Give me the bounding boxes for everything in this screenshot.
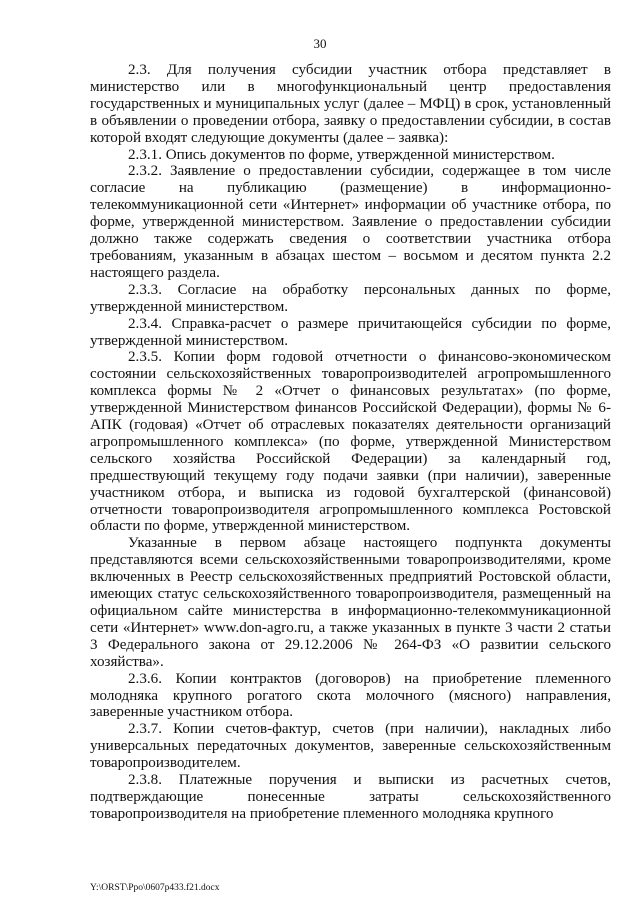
paragraph-2-3: 2.3. Для получения субсидии участник отбора представляет в министерство или в многофункциональный центр предоставления государственных и муниципальных услуг (далее – МФЦ) в срок, установленный в объявлении о проведении отбора, заявку о предоставлении субсидии, в состав которой входят следующие документы (далее – заявка): bbox=[90, 62, 611, 146]
page-number: 30 bbox=[313, 36, 327, 51]
paragraph-2-3-1: 2.3.1. Опись документов по форме, утвержденной министерством. bbox=[128, 146, 555, 163]
paragraph-2-3-5-note: Указанные в первом абзаце настоящего подпункта документы представляются всеми сельскохозяйственными товаропроизводителями, кроме включенных в Реестр сельскохозяйственных предприятий Ростовской области, имеющих статус сельскохозяйственного товаропроизводителя, размещенный на официальном сайте министерства в информационно-телекоммуникационной сети «Интернет» www.don-agro.ru, а также указанных в пункте 3 части 2 статьи 3 Федерального закона от 29.12.2006 № 264-ФЗ «О развитии сельского хозяйства». bbox=[90, 535, 611, 670]
paragraph-2-3-6: 2.3.6. Копии контрактов (договоров) на приобретение племенного молодняка крупного рогатого скота молочного (мясного) направления, заверенные участником отбора. bbox=[90, 670, 611, 721]
paragraph-2-3-5: 2.3.5. Копии форм годовой отчетности о финансово-экономическом состоянии сельскохозяйственных товаропроизводителей агропромышленного комплекса формы № 2 «Отчет о финансовых результатах» (по форме, утвержденной Министерством финансов Российской Федерации), формы № 6-АПК (годовая) «Отчет об отраслевых показателях деятельности организаций агропромышленного комплекса» (по форме, утвержденной Министерством сельского хозяйства Российской Федерации) за календарный год, предшествующий текущему году подачи заявки (при наличии), заверенные участником отбора, и выписка из годовой бухгалтерской (финансовой) отчетности товаропроизводителя агропромышленного комплекса Ростовской области по форме, утвержденной министерством. bbox=[90, 349, 611, 535]
paragraph-2-3-7: 2.3.7. Копии счетов-фактур, счетов (при наличии), накладных либо универсальных передаточных документов, заверенные сельскохозяйственным товаропроизводителем. bbox=[90, 721, 611, 772]
document-body bbox=[90, 62, 611, 823]
paragraph-2-3-2: 2.3.2. Заявление о предоставлении субсидии, содержащее в том числе согласие на публикацию (размещение) в информационно-телекоммуникационной сети «Интернет» информации об участнике отбора, по форме, утвержденной министерством. Заявление о предоставлении субсидии должно также содержать сведения о соответствии участника отбора требованиям, указанным в абзацах шестом – восьмом и десятом пункта 2.2 настоящего раздела. bbox=[90, 163, 611, 281]
paragraph-2-3-8: 2.3.8. Платежные поручения и выписки из расчетных счетов, подтверждающие понесенные затраты сельскохозяйственного товаропроизводителя на приобретение племенного молодняка крупного bbox=[90, 772, 611, 822]
paragraph-2-3-4: 2.3.4. Справка-расчет о размере причитающейся субсидии по форме, утвержденной министерством. bbox=[90, 315, 611, 349]
paragraph-2-3-3: 2.3.3. Согласие на обработку персональных данных по форме, утвержденной министерством. bbox=[90, 281, 611, 315]
file-path-footer: Y:\ORST\Ppo\0607p433.f21.docx bbox=[90, 883, 220, 893]
